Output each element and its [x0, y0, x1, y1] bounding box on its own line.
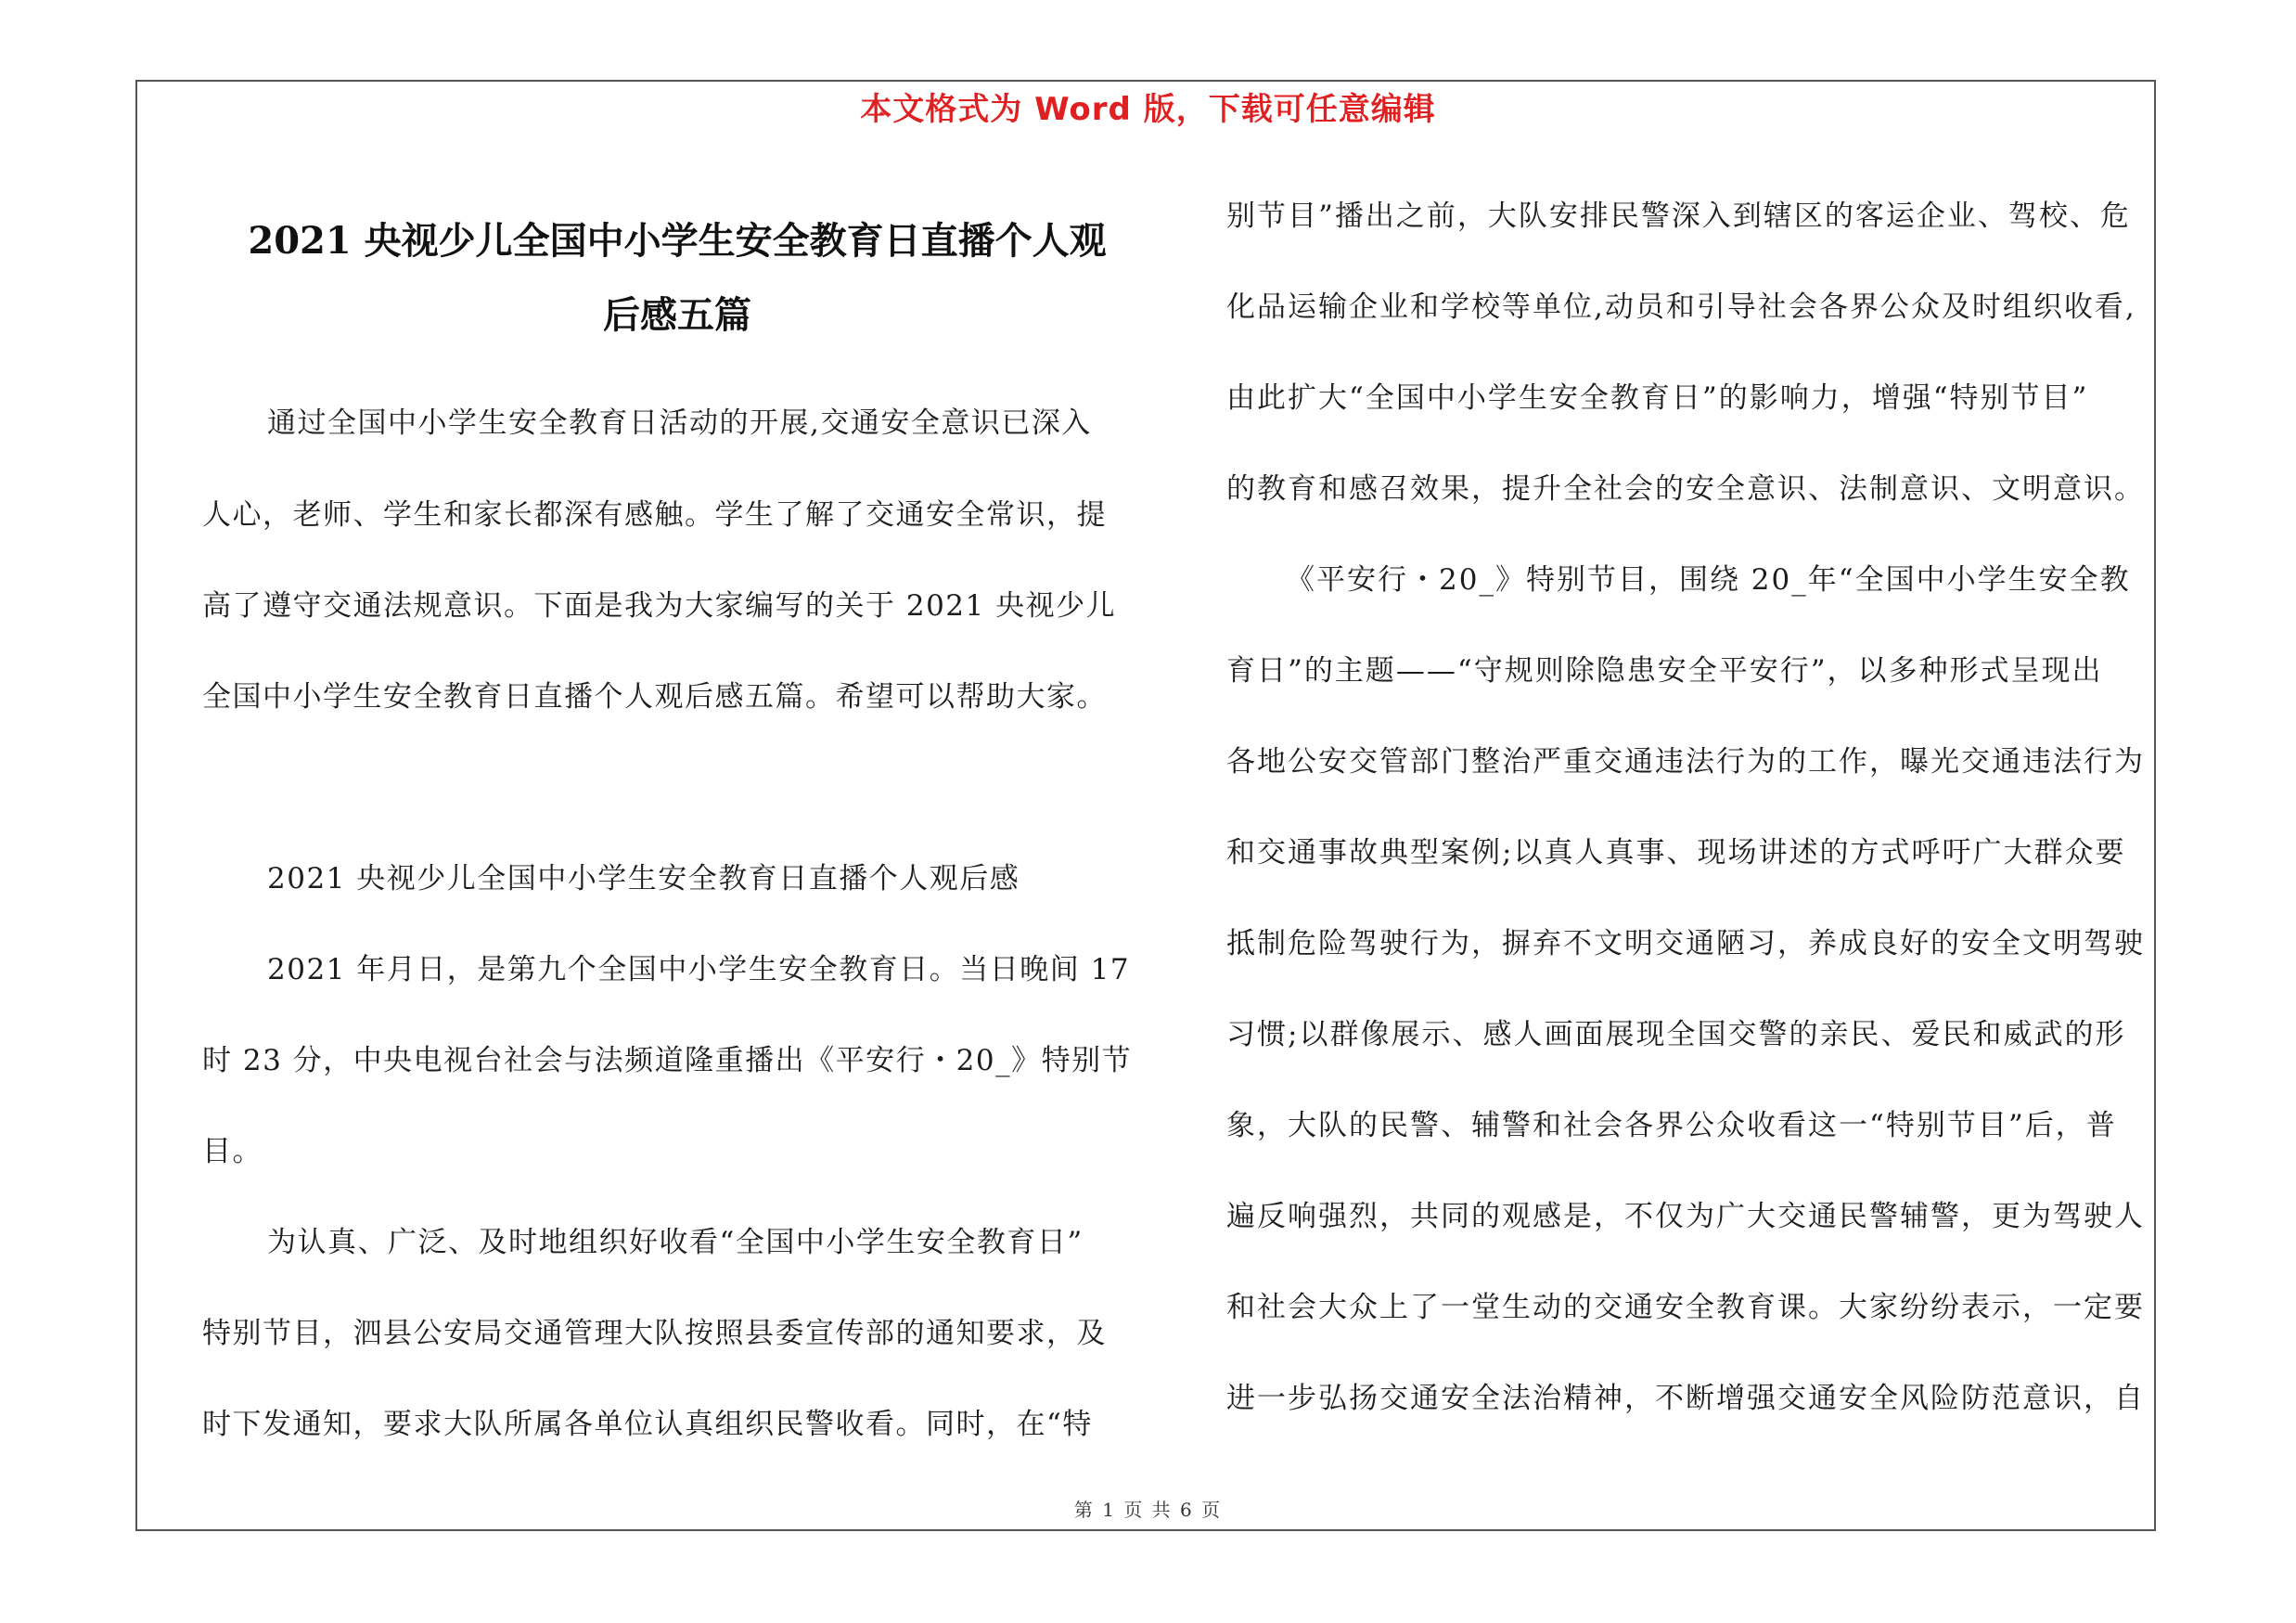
title-line-2: 后感五篇 — [603, 293, 751, 337]
body-line: 2021 年月日，是第九个全国中小学生安全教育日。当日晚间 17 — [267, 953, 1131, 986]
body-line: 育日”的主题——“守规则除隐患安全平安行”，以多种形式呈现出 — [1226, 654, 2103, 688]
body-line: 象，大队的民警、辅警和社会各界公众收看这一“特别节目”后，普 — [1226, 1109, 2117, 1142]
body-line: 进一步弘扬交通安全法治精神，不断增强交通安全风险防范意识，自 — [1226, 1382, 2145, 1415]
body-line: 和交通事故典型案例;以真人真事、现场讲述的方式呼吁广大群众要 — [1226, 836, 2126, 869]
body-line: 由此扩大“全国中小学生安全教育日”的影响力，增强“特别节目” — [1226, 381, 2089, 415]
body-line: 遍反响强烈，共同的观感是，不仅为广大交通民警辅警，更为驾驶人 — [1226, 1200, 2145, 1233]
body-line: 通过全国中小学生安全教育日活动的开展,交通安全意识已深入 — [267, 406, 1092, 440]
body-line: 《平安行・20_》特别节目，围绕 20_年“全国中小学生安全教 — [1286, 563, 2131, 597]
page-number: 第 1 页 共 6 页 — [1073, 1499, 1223, 1521]
body-line: 时 23 分，中央电视台社会与法频道隆重播出《平安行・20_》特别节 — [202, 1044, 1133, 1077]
body-line: 的教育和感召效果，提升全社会的安全意识、法制意识、文明意识。 — [1226, 472, 2145, 506]
title-line-1: 2021 央视少儿全国中小学生安全教育日直播个人观 — [248, 219, 1107, 263]
body-line: 特别节目，泗县公安局交通管理大队按照县委宣传部的通知要求，及 — [202, 1317, 1107, 1350]
body-line: 全国中小学生安全教育日直播个人观后感五篇。希望可以帮助大家。 — [202, 680, 1107, 714]
body-line: 高了遵守交通法规意识。下面是我为大家编写的关于 2021 央视少儿 — [202, 589, 1117, 623]
body-line: 为认真、广泛、及时地组织好收看“全国中小学生安全教育日” — [267, 1226, 1084, 1259]
document-title — [158, 204, 1197, 353]
section-heading: 2021 央视少儿全国中小学生安全教育日直播个人观后感 — [267, 862, 1020, 895]
body-line: 习惯;以群像展示、感人画面展现全国交警的亲民、爱民和威武的形 — [1226, 1018, 2126, 1051]
body-line: 化品运输企业和学校等单位,动员和引导社会各界公众及时组织收看, — [1226, 290, 2136, 324]
body-line: 时下发通知，要求大队所属各单位认真组织民警收看。同时，在“特 — [202, 1408, 1093, 1441]
body-line: 和社会大众上了一堂生动的交通安全教育课。大家纷纷表示，一定要 — [1226, 1291, 2145, 1324]
body-line: 抵制危险驾驶行为，摒弃不文明交通陋习，养成良好的安全文明驾驶 — [1226, 927, 2145, 960]
body-line: 各地公安交管部门整治严重交通违法行为的工作，曝光交通违法行为 — [1226, 745, 2145, 779]
format-banner: 本文格式为 Word 版，下载可任意编辑 — [860, 91, 1436, 128]
body-line: 人心，老师、学生和家长都深有感触。学生了解了交通安全常识，提 — [202, 498, 1107, 532]
body-line: 目。 — [202, 1135, 263, 1168]
body-line: 别节目”播出之前，大队安排民警深入到辖区的客运企业、驾校、危 — [1226, 200, 2131, 233]
